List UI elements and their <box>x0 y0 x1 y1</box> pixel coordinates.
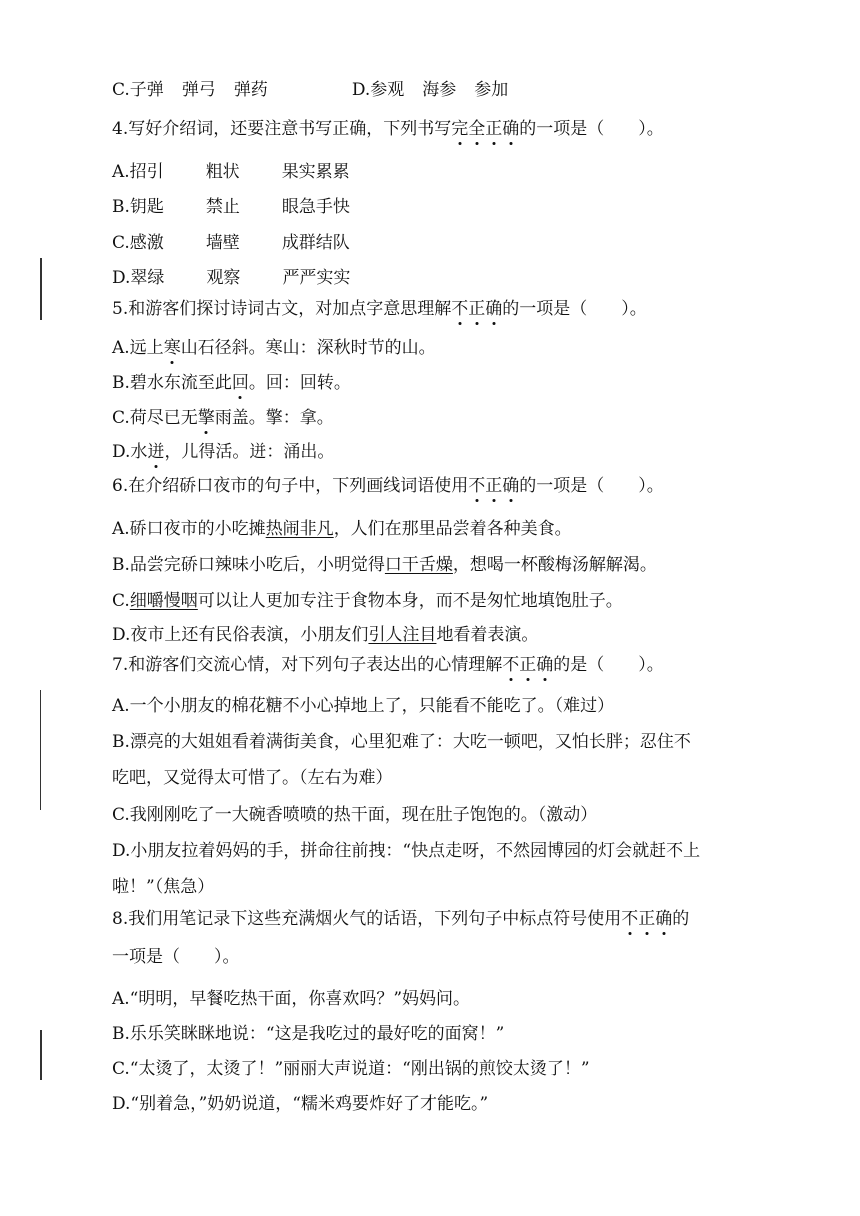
q8-option-d: D.“别着急，”奶奶说道，“糯米鸡要炸好了才能吃。” <box>112 1094 489 1114</box>
q8-option-b: B.乐乐笑眯眯地说：“这是我吃过的最好吃的面窝！” <box>112 1024 505 1044</box>
margin-mark <box>40 690 41 810</box>
q8-option-a: A.“明明，早餐吃热干面，你喜欢吗？”妈妈问。 <box>112 989 471 1009</box>
q4-stem: 4.写好介绍词，还要注意书写正确，下列书写完全正确的一项是（ ）。 <box>112 119 664 139</box>
q4-option-d: D.翠绿 观察 严严实实 <box>112 268 351 288</box>
q8-stem-cont: 一项是（ ）。 <box>112 947 240 967</box>
q6-option-c: C.细嚼慢咽可以让人更加专注于食物本身，而不是匆忙地填饱肚子。 <box>112 591 623 611</box>
q4-option-b: B.钥匙 禁止 眼急手快 <box>112 197 350 217</box>
q5-option-c: C.荷尽已无擎雨盖。擎：拿。 <box>112 408 334 428</box>
q5-option-b: B.碧水东流至此回。回：回转。 <box>112 373 351 393</box>
q7-option-c: C.我刚刚吃了一大碗香喷喷的热干面，现在肚子饱饱的。（激动） <box>112 805 598 825</box>
q6-stem: 6.在介绍硚口夜市的句子中，下列画线词语使用不正确的一项是（ ）。 <box>112 476 664 496</box>
q4-option-a: A.招引 粗状 果实累累 <box>112 162 350 182</box>
q6-option-a: A.硚口夜市的小吃摊热闹非凡，人们在那里品尝着各种美食。 <box>112 519 572 539</box>
q8-option-c: C.“太烫了，太烫了！”丽丽大声说道：“刚出锅的煎饺太烫了！” <box>112 1059 590 1079</box>
q5-option-a: A.远上寒山石径斜。寒山：深秋时节的山。 <box>112 338 436 358</box>
margin-mark <box>40 1030 42 1080</box>
q3-options-cd: C.子弹 弹弓 弹药 D.参观 海参 参加 <box>112 80 509 100</box>
q7-option-b-cont: 吃吧，又觉得太可惜了。（左右为难） <box>112 768 393 788</box>
q5-stem: 5.和游客们探讨诗词古文，对加点字意思理解不正确的一项是（ ）。 <box>112 299 647 319</box>
q7-option-d: D.小朋友拉着妈妈的手，拼命往前拽：“快点走呀，不然园博园的灯会就赶不上 <box>112 841 701 861</box>
q7-stem: 7.和游客们交流心情，对下列句子表达出的心情理解不正确的是（ ）。 <box>112 655 664 675</box>
q8-stem: 8.我们用笔记录下这些充满烟火气的话语，下列句子中标点符号使用不正确的 <box>112 909 690 929</box>
q4-option-c: C.感激 墙壁 成群结队 <box>112 233 350 253</box>
q7-option-a: A.一个小朋友的棉花糖不小心掉地上了，只能看不能吃了。（难过） <box>112 696 615 716</box>
q7-option-d-cont: 啦！”（焦急） <box>112 877 215 897</box>
q6-option-d: D.夜市上还有民俗表演，小朋友们引人注目地看着表演。 <box>112 625 539 645</box>
margin-mark <box>40 258 42 320</box>
q5-option-d: D.水迸，儿得活。迸：涌出。 <box>112 442 335 462</box>
q6-option-b: B.品尝完硚口辣味小吃后，小明觉得口干舌燥，想喝一杯酸梅汤解解渴。 <box>112 555 657 575</box>
q7-option-b: B.漂亮的大姐姐看着满街美食，心里犯难了：大吃一顿吧，又怕长胖；忍住不 <box>112 732 691 752</box>
